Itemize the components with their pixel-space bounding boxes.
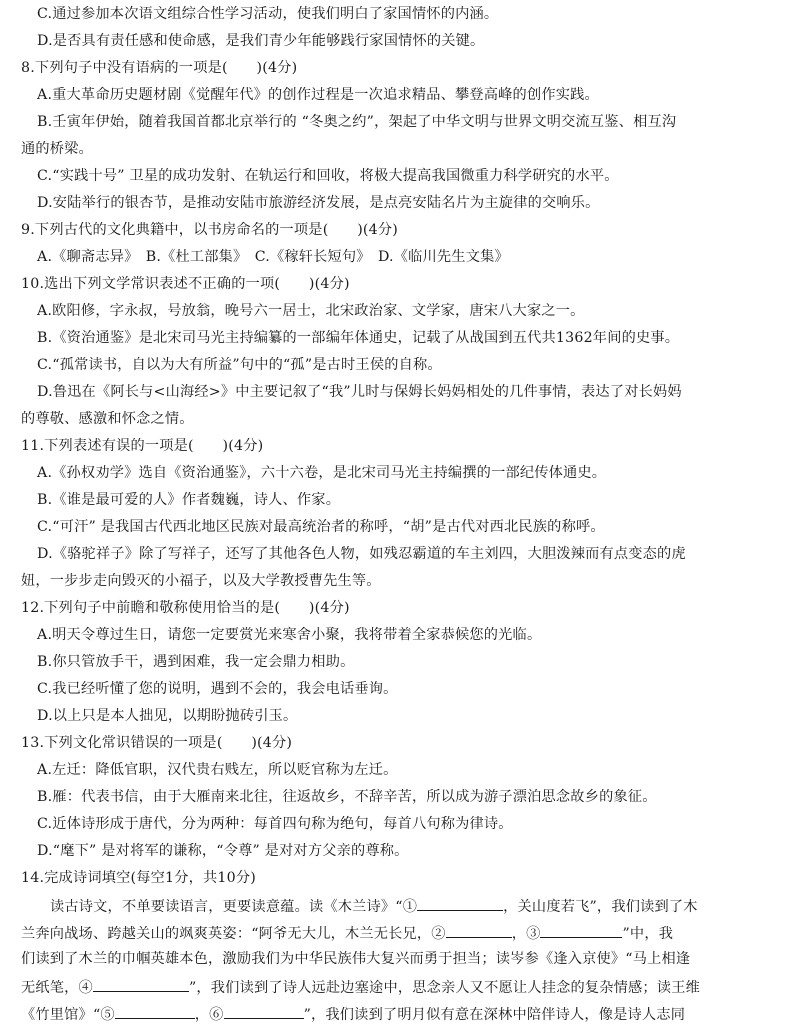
poem-text: ”，我们读到了诗人远赴边塞途中，思念亲人又不愿让人挂念的复杂情感；读王维	[188, 980, 700, 996]
question-11: 11.下列表述有误的一项是( )(4分)	[21, 438, 264, 454]
q13-option-b: B.雁：代表书信，由于大雁南来北往，往返故乡，不辞辛苦，所以成为游子漂泊思念故乡的象征。	[37, 789, 657, 805]
poem-line-2	[21, 923, 673, 943]
q11-option-d: D.《骆驼祥子》除了写祥子，还写了其他各色人物，如残忍霸道的车主刘四，大胆泼辣而有点变态的虎	[37, 546, 686, 562]
poem-text: ，关山度若飞”，我们读到了木	[503, 899, 698, 915]
option-d-prev: D.是否具有责任感和使命感，是我们青少年能够践行家国情怀的关键。	[37, 33, 485, 49]
question-10: 10.选出下列文学常识表述不正确的一项( )(4分)	[21, 276, 350, 292]
poem-text: ”，我们读到了明月似有意在深林中陪伴诗人，像是诗人志同	[303, 1007, 686, 1023]
fill-blank-3[interactable]	[540, 923, 622, 938]
q8-option-a: A.重大革命历史题材剧《觉醒年代》的创作过程是一次追求精品、攀登高峰的创作实践。	[37, 87, 599, 103]
poem-text: ，③	[511, 926, 541, 942]
q12-option-b: B.你只管放手干，遇到困难，我一定会鼎力相助。	[37, 654, 355, 670]
q11-option-d-cont: 妞，一步步走向毁灭的小福子，以及大学教授曹先生等。	[21, 573, 381, 589]
poem-text: 《竹里馆》“⑤	[21, 1007, 115, 1023]
fill-blank-4[interactable]	[93, 977, 189, 992]
poem-text: ”中，我	[622, 926, 674, 942]
q13-option-c: C.近体诗形成于唐代，分为两种：每首四句称为绝句，每首八句称为律诗。	[37, 816, 513, 832]
q11-option-c: C.“可汗” 是我国古代西北地区民族对最高统治者的称呼，“胡”是古代对西北民族的称呼。	[37, 519, 605, 535]
q8-option-d: D.安陆举行的银杏节，是推动安陆市旅游经济发展，是点亮安陆名片为主旋律的交响乐。	[37, 195, 600, 211]
q11-option-b: B.《谁是最可爱的人》作者魏巍，诗人、作家。	[37, 492, 341, 508]
poem-text: ，⑥	[194, 1007, 224, 1023]
q10-option-d-cont: 的尊敬、感激和怀念之情。	[21, 411, 194, 427]
question-9: 9.下列古代的文化典籍中，以书房命名的一项是( )(4分)	[21, 222, 399, 238]
fill-blank-5[interactable]	[115, 1004, 195, 1019]
q11-option-a: A.《孙权劝学》选自《资治通鉴》，六十六卷，是北宋司马光主持编撰的一部纪传体通史。	[37, 465, 607, 481]
q12-option-a: A.明天令尊过生日，请您一定要赏光来寒舍小聚，我将带着全家恭候您的光临。	[37, 627, 542, 643]
q12-option-c: C.我已经听懂了您的说明，遇到不会的，我会电话垂询。	[37, 681, 398, 697]
q12-option-d: D.以上只是本人拙见，以期盼抛砖引玉。	[37, 708, 298, 724]
poem-text: 兰奔向战场、跨越关山的飒爽英姿：“阿爷无大儿，木兰无长兄，②	[21, 926, 446, 942]
option-c-prev: C.通过参加本次语文组综合性学习活动，使我们明白了家国情怀的内涵。	[37, 6, 499, 22]
q9-options: A.《聊斋志异》 B.《杜工部集》 C.《稼轩长短句》 D.《临川先生文集》	[37, 249, 509, 265]
q8-option-b-cont: 通的桥梁。	[21, 141, 93, 157]
poem-text: 读古诗文，不单要读语言，更要读意蕴。读《木兰诗》“①	[50, 899, 418, 915]
q13-option-a: A.左迁：降低官职，汉代贵右贱左，所以贬官称为左迁。	[37, 762, 398, 778]
question-14: 14.完成诗词填空(每空1分，共10分)	[21, 870, 256, 886]
q10-option-b: B.《资治通鉴》是北宋司马光主持编纂的一部编年体通史，记载了从战国到五代共1362年间的史事。	[37, 330, 680, 346]
question-13: 13.下列文化常识错误的一项是( )(4分)	[21, 735, 293, 751]
question-8: 8.下列句子中没有语病的一项是( )(4分)	[21, 60, 298, 76]
q10-option-d: D.鲁迅在《阿长与<山海经>》中主要记叙了“我”儿时与保姆长妈妈相处的几件事情，表达了对长妈妈	[37, 384, 682, 400]
question-12: 12.下列句子中前瞻和敬称使用恰当的是( )(4分)	[21, 600, 350, 616]
fill-blank-2[interactable]	[446, 923, 512, 938]
q8-option-b: B.壬寅年伊始，随着我国首都北京举行的 “冬奥之约”，架起了中华文明与世界文明交流互鉴、相互沟	[37, 114, 677, 130]
poem-line-4	[21, 977, 700, 997]
fill-blank-6[interactable]	[224, 1004, 304, 1019]
q10-option-c: C.“孤常读书，自以为大有所益”句中的“孤”是古时王侯的自称。	[37, 357, 442, 373]
q10-option-a: A.欧阳修，字永叔，号放翁，晚号六一居士，北宋政治家、文学家，唐宋八大家之一。	[37, 303, 585, 319]
fill-blank-1[interactable]	[417, 896, 503, 911]
poem-line-5	[21, 1004, 685, 1024]
poem-text: 无纸笔，④	[21, 980, 93, 996]
q13-option-d: D.“麾下” 是对将军的谦称，“令尊” 是对对方父亲的尊称。	[37, 843, 409, 859]
q8-option-c: C.“实践十号” 卫星的成功发射、在轨运行和回收，将极大提高我国微重力科学研究的水平。	[37, 168, 619, 184]
poem-line-1	[50, 896, 698, 916]
poem-line-3: 们读到了木兰的巾帼英雄本色，激励我们为中华民族伟大复兴而勇于担当；读岑参《逢入京使》“马上相逢	[21, 951, 691, 967]
